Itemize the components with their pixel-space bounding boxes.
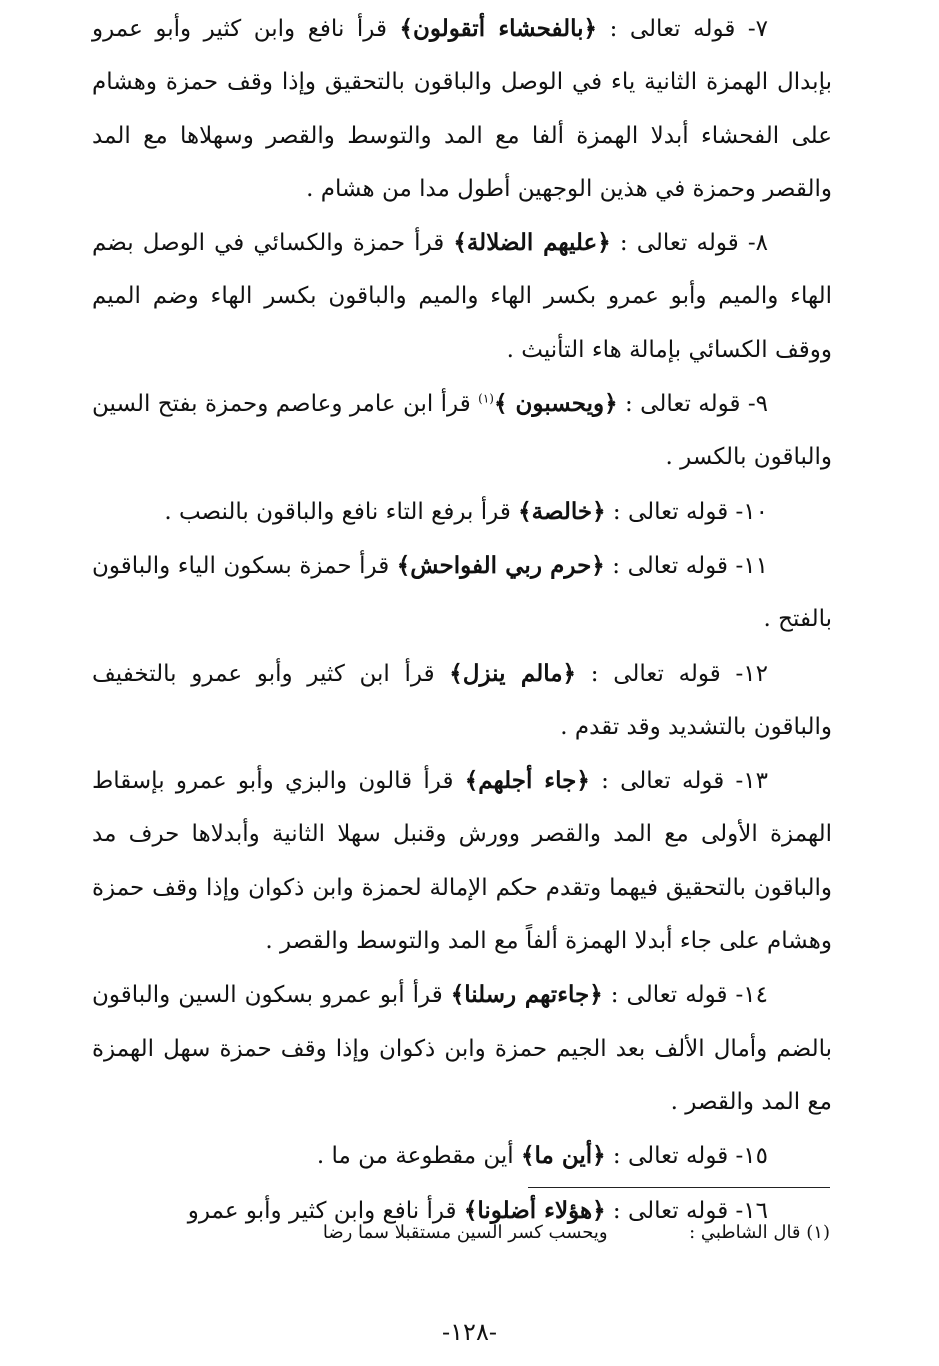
quran-term: ﴿جاء أجلهم﴾ — [464, 767, 590, 795]
reading-item — [92, 2, 832, 216]
reading-item — [92, 216, 832, 377]
footnote-label: (١) قال الشاطبي : — [689, 1222, 830, 1243]
page-number: -١٢٨- — [442, 1318, 497, 1346]
quran-term: ﴿خالصة﴾ — [518, 497, 606, 525]
footnote-separator — [528, 1187, 830, 1188]
reading-item — [92, 968, 832, 1129]
quran-term: ﴿أين ما﴾ — [521, 1142, 606, 1170]
item-text: قرأ ابن كثير وأبو عمرو بالتخفيف والباقون بالتشديد وقد تقدم . — [92, 660, 832, 740]
quran-term: ﴿مالم ينزل﴾ — [449, 659, 577, 687]
quran-term: ﴿حرم ربي الفواحش﴾ — [396, 551, 605, 579]
main-text — [92, 2, 832, 1238]
item-lead: - قوله تعالى : — [605, 1143, 744, 1170]
reading-item — [92, 647, 832, 755]
quran-term: ﴿ويحسبون ﴾ — [493, 390, 618, 418]
item-number: ٧ — [755, 16, 768, 42]
quran-term: ﴿جاءتهم رسلنا﴾ — [450, 981, 603, 1009]
quran-term: ﴿بالفحشاء أتقولون﴾ — [399, 15, 598, 42]
item-lead: - قوله تعالى : — [610, 230, 756, 257]
item-number: ١٣ — [743, 768, 768, 795]
item-text: قرأ نافع وابن كثير وأبو عمرو — [187, 1197, 464, 1224]
item-number: ١٤ — [743, 982, 768, 1009]
item-number: ٩ — [755, 391, 768, 418]
footnote — [300, 1218, 830, 1248]
item-lead: - قوله تعالى : — [576, 660, 744, 687]
item-number: ١٦ — [743, 1197, 768, 1224]
item-text: قرأ حمزة والكسائي في الوصل بضم الهاء والميم وأبو عمرو بكسر الهاء والميم والباقون بكسر الهاء وضم الميم ووقف الكسائي بإمالة هاء التأنيث . — [92, 230, 832, 363]
item-text: قرأ أبو عمرو بسكون السين والباقون بالضم وأمال الألف بعد الجيم حمزة وابن ذكوان وإذا وقف حمزة سهل الهمزة مع المد والقصر . — [92, 982, 832, 1115]
reading-item — [92, 754, 832, 968]
reading-item — [92, 377, 832, 485]
item-text: قرأ برفع التاء نافع والباقون بالنصب . — [164, 498, 519, 525]
item-number: ١٥ — [743, 1143, 768, 1170]
item-lead: - قوله تعالى : — [602, 982, 744, 1009]
quran-term: ﴿هؤلاء أضلونا﴾ — [463, 1196, 606, 1224]
item-number: ١٠ — [743, 498, 768, 525]
item-text: قرأ حمزة بسكون الياء والباقون بالفتح . — [92, 552, 832, 633]
footnote-ref: (١) — [478, 391, 494, 406]
item-lead: - قوله تعالى : — [605, 1197, 744, 1224]
item-number: ٨ — [755, 230, 768, 257]
item-text: قرأ ابن عامر وعاصم وحمزة بفتح السين والباقون بالكسر . — [92, 391, 832, 471]
item-number: ١٢ — [743, 660, 768, 687]
reading-item — [92, 1129, 832, 1183]
item-lead: - قوله تعالى : — [605, 498, 744, 525]
item-lead: - قوله تعالى : — [589, 768, 744, 795]
item-text: قرأ قالون والبزي وأبو عمرو بإسقاط الهمزة الأولى مع المد والقصر وورش وقنبل سهلا الثانية وأبدلاها حرف مد والباقون بالتحقيق فيهما وتقدم حكم الإمالة لحمزة وابن ذكوان وإذا وقف حمزة وهشام على جاء أبدلا الهمزة ألفاً مع المد والتوسط والقصر . — [92, 768, 832, 955]
item-lead: - قوله تعالى : — [604, 552, 744, 579]
quran-term: ﴿عليهم الضلالة﴾ — [453, 229, 611, 257]
item-lead: - قوله تعالى : — [597, 16, 756, 42]
reading-item — [92, 539, 832, 647]
item-text: أين مقطوعة من ما . — [316, 1143, 522, 1170]
item-text: قرأ نافع وابن كثير وأبو عمرو بإبدال الهمزة الثانية ياء في الوصل والباقون بالتحقيق وإذا وقف حمزة وهشام على الفحشاء أبدلا الهمزة ألفا مع المد والتوسط والقصر وسهلاها مع المد والقصر وحمزة في هذين الوجهين أطول مدا من هشام . — [92, 16, 832, 202]
item-number: ١١ — [743, 552, 768, 579]
item-lead: - قوله تعالى : — [617, 391, 756, 418]
footnote-text: ويحسب كسر السين مستقبلا سما رضا — [322, 1222, 608, 1243]
reading-item — [92, 485, 832, 539]
